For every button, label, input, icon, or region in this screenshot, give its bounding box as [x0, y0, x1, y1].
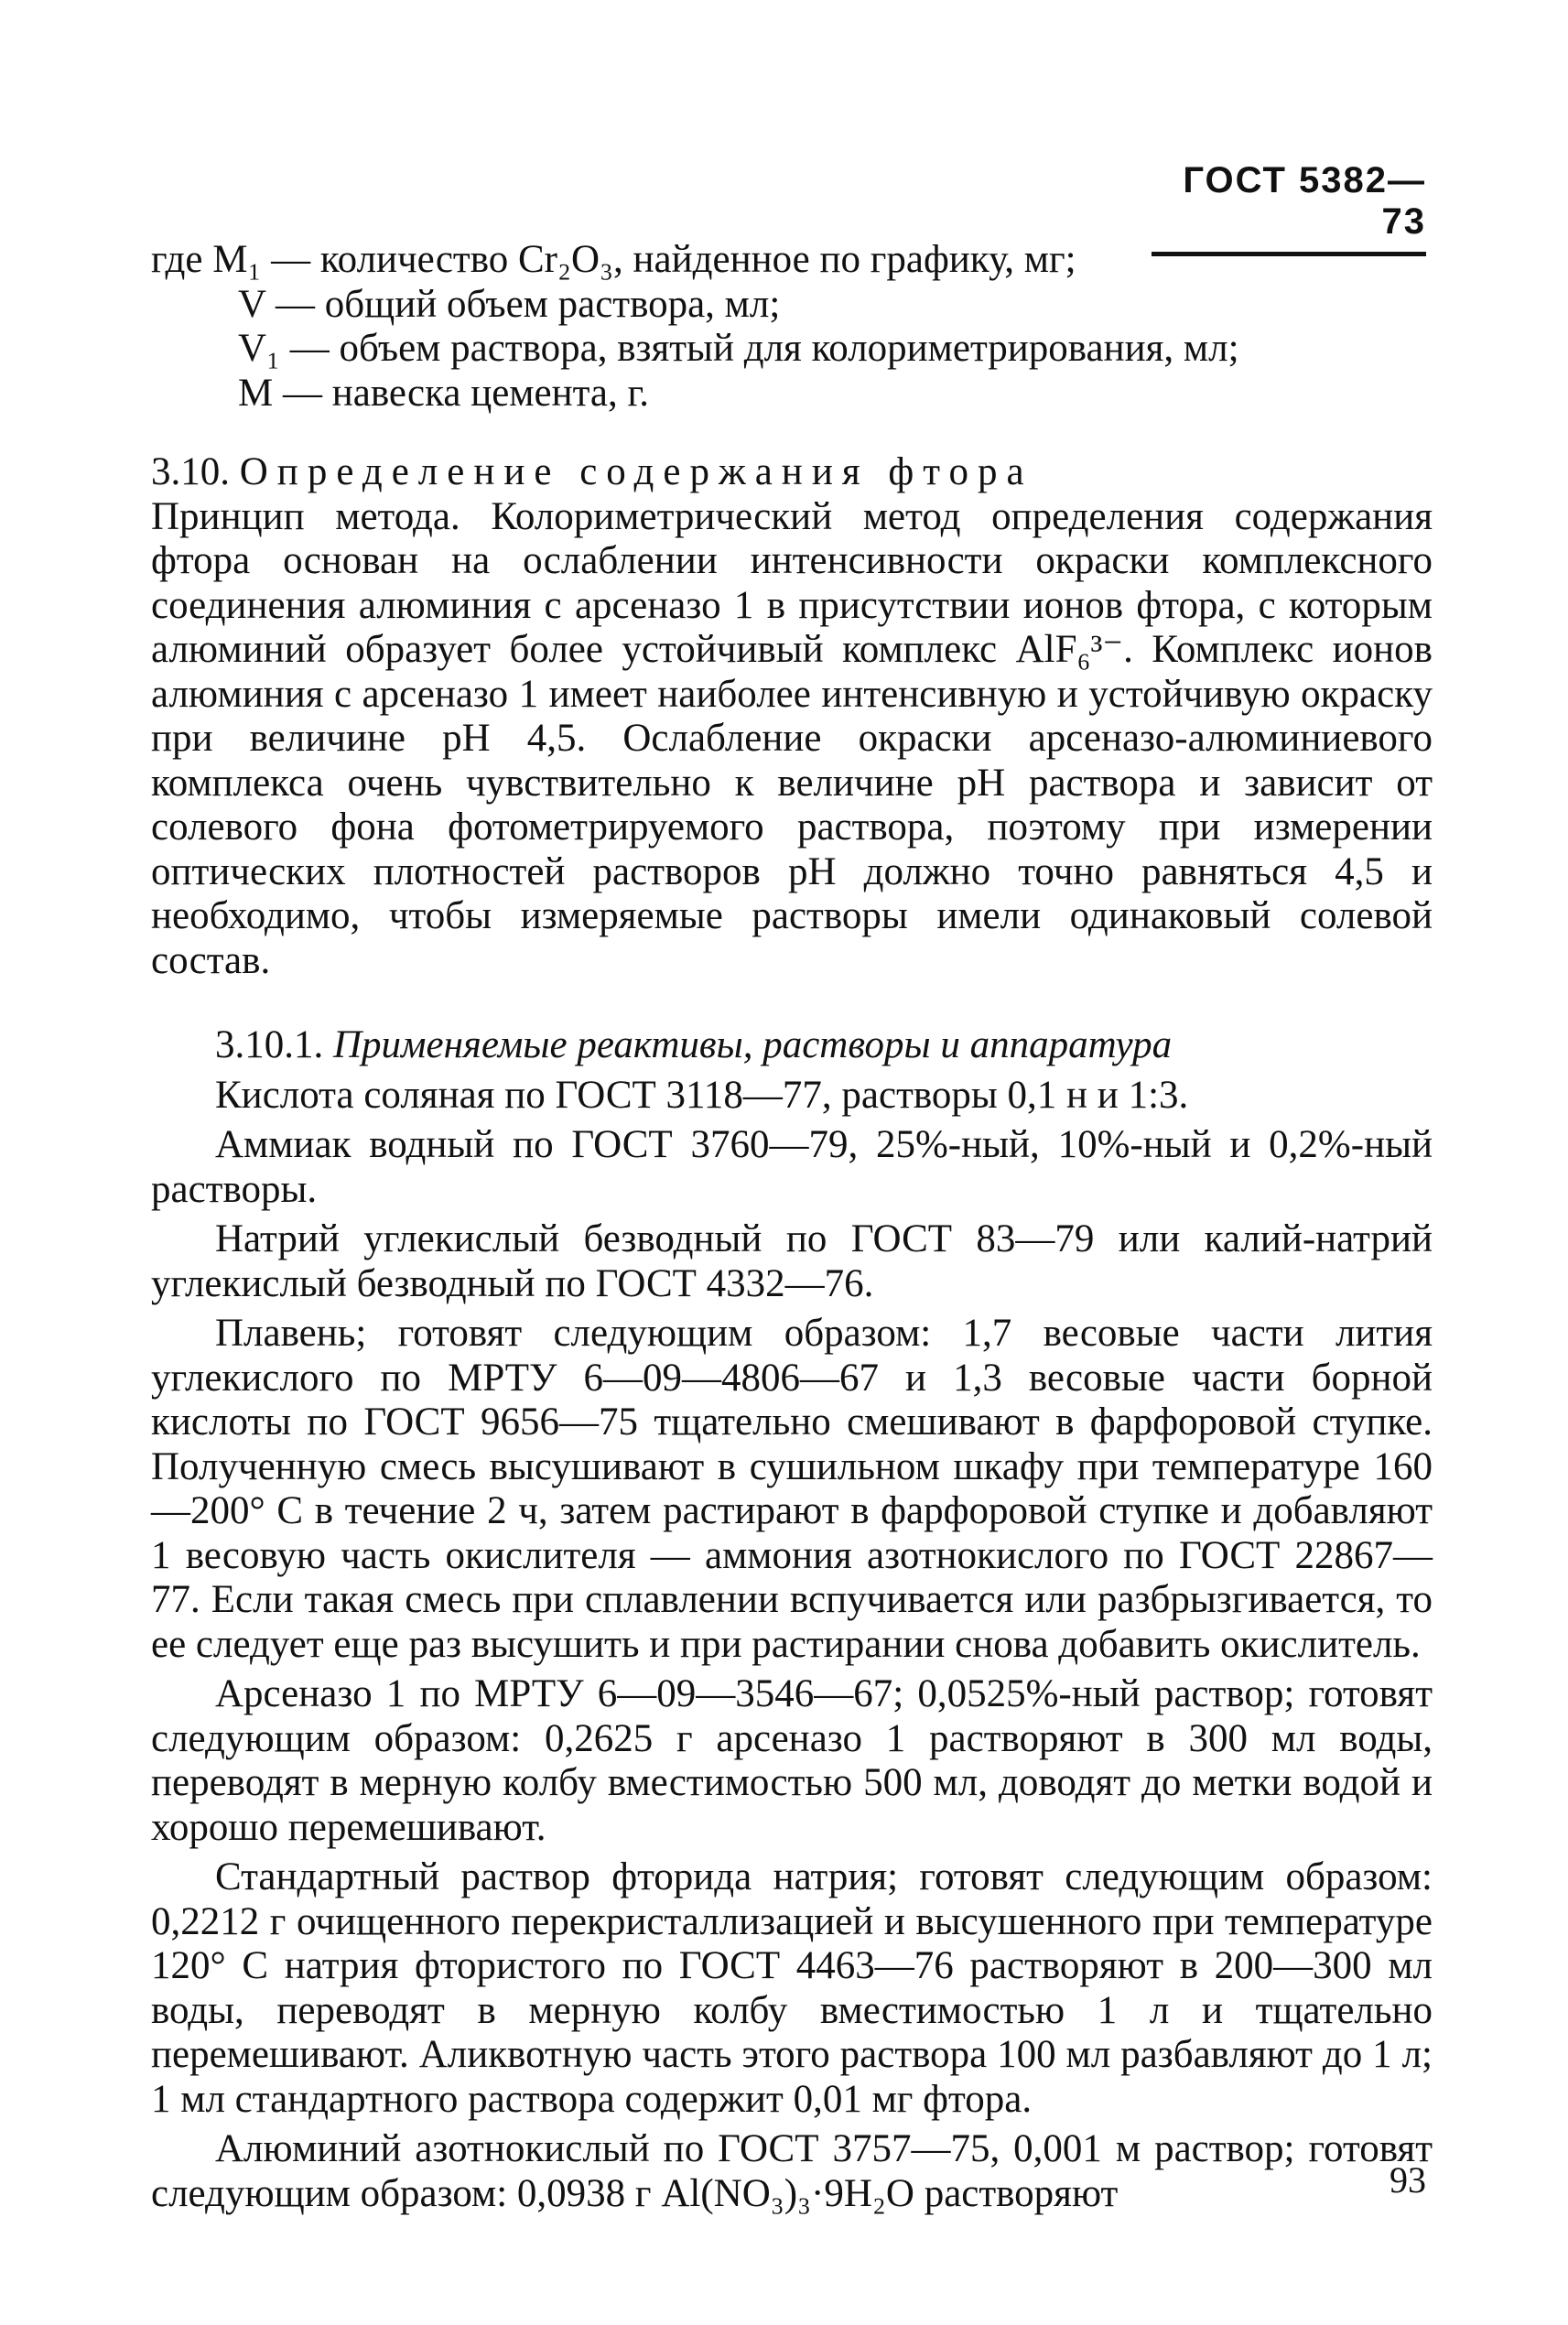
reagent-ammonia: Аммиак водный по ГОСТ 3760—79, 25%-ный, 10%-ный и 0,2%-ный растворы.	[151, 1123, 1433, 1211]
reagent-aluminium-nitrate: Алюминий азотнокислый по ГОСТ 3757—75, 0,001 м раствор; готовят следующим образом: 0,0938 г Al(NO₃)₃·9H₂O растворяют	[151, 2127, 1433, 2215]
page-number: 93	[1390, 2159, 1426, 2201]
reagent-hydrochloric-acid: Кислота соляная по ГОСТ 3118—77, растворы 0,1 н и 1:3.	[215, 1073, 1189, 1117]
section-3-10-1-heading	[151, 1023, 1433, 1068]
definition-m: M — навеска цемента, г.	[238, 371, 650, 415]
standard-code-header: ГОСТ 5382—73	[1152, 160, 1426, 256]
formula-definitions	[151, 238, 1433, 416]
reagent-sodium-fluoride-standard: Стандартный раствор фторида натрия; готовят следующим образом: 0,2212 г очищенного перекристаллизацией и высушенного при температуре 120° С натрия фтористого по ГОСТ 4463—76 растворяют в 200—300 мл воды, переводят в мерную колбу вместимостью 1 л и тщательно перемешивают. Аликвотную часть этого раствора 100 мл разбавляют до 1 л; 1 мл стандартного раствора содержит 0,01 мг фтора.	[151, 1855, 1433, 2121]
reagent-arsenazo: Арсеназо 1 по МРТУ 6—09—3546—67; 0,0525%-ный раствор; готовят следующим образом: 0,2625 г арсеназо 1 растворяют в 300 мл воды, переводят в мерную колбу вместимостью 500 мл, доводят до метки водой и хорошо перемешивают.	[151, 1672, 1433, 1849]
reagent-sodium-carbonate: Натрий углекислый безводный по ГОСТ 83—79 или калий-натрий углекислый безводный по ГОСТ 4332—76.	[151, 1217, 1433, 1305]
reagent-flux: Плавень; готовят следующим образом: 1,7 весовые части лития углекислого по МРТУ 6—09—4806—67 и 1,3 весовые части борной кислоты по ГОСТ 9656—75 тщательно смешивают в фарфоровой ступке. Полученную смесь высушивают в сушильном шкафу при температуре 160—200° С в течение 2 ч, затем растирают в фарфоровой ступке и добавляют 1 весовую часть окислителя — аммония азотнокислого по ГОСТ 22867—77. Если такая смесь при сплавлении вспучивается или разбрызгивается, то ее следует еще раз высушить и при растирании снова добавить окислитель.	[151, 1312, 1433, 1666]
definition-v1: V₁ — объем раствора, взятый для колориметрирования, мл;	[238, 327, 1239, 370]
definition-m1: где M₁ — количество Cr₂O₃, найденное по графику, мг;	[151, 238, 1076, 281]
method-principle-paragraph: Принцип метода. Колориметрический метод определения содержания фтора основан на ослаблении интенсивности окраски комплексного соединения алюминия с арсеназо 1 в присутствии ионов фтора, с которым алюминий образует более устойчивый комплекс AlF₆³⁻. Комплекс ионов алюминия с арсеназо 1 имеет наиболее интенсивную и устойчивую окраску при величине pH 4,5. Ослабление окраски арсеназо-алюминиевого комплекса очень чувствительно к величине pH раствора и зависит от солевого фона фотометрируемого раствора, поэтому при измерении оптических плотностей растворов pH должно точно равняться 4,5 и необходимо, чтобы измеряемые растворы имели одинаковый солевой состав.	[151, 494, 1433, 982]
definition-v: V — общий объем раствора, мл;	[238, 282, 781, 326]
section-3-10-1-title: Применяемые реактивы, растворы и аппаратура	[333, 1023, 1173, 1066]
section-3-10-heading	[151, 450, 1433, 495]
section-3-10-title: Определение содержания фтора	[239, 450, 1033, 493]
page-content	[151, 238, 1433, 2216]
section-3-10-1-number: 3.10.1.	[215, 1023, 324, 1066]
section-3-10-number: 3.10.	[151, 450, 230, 493]
